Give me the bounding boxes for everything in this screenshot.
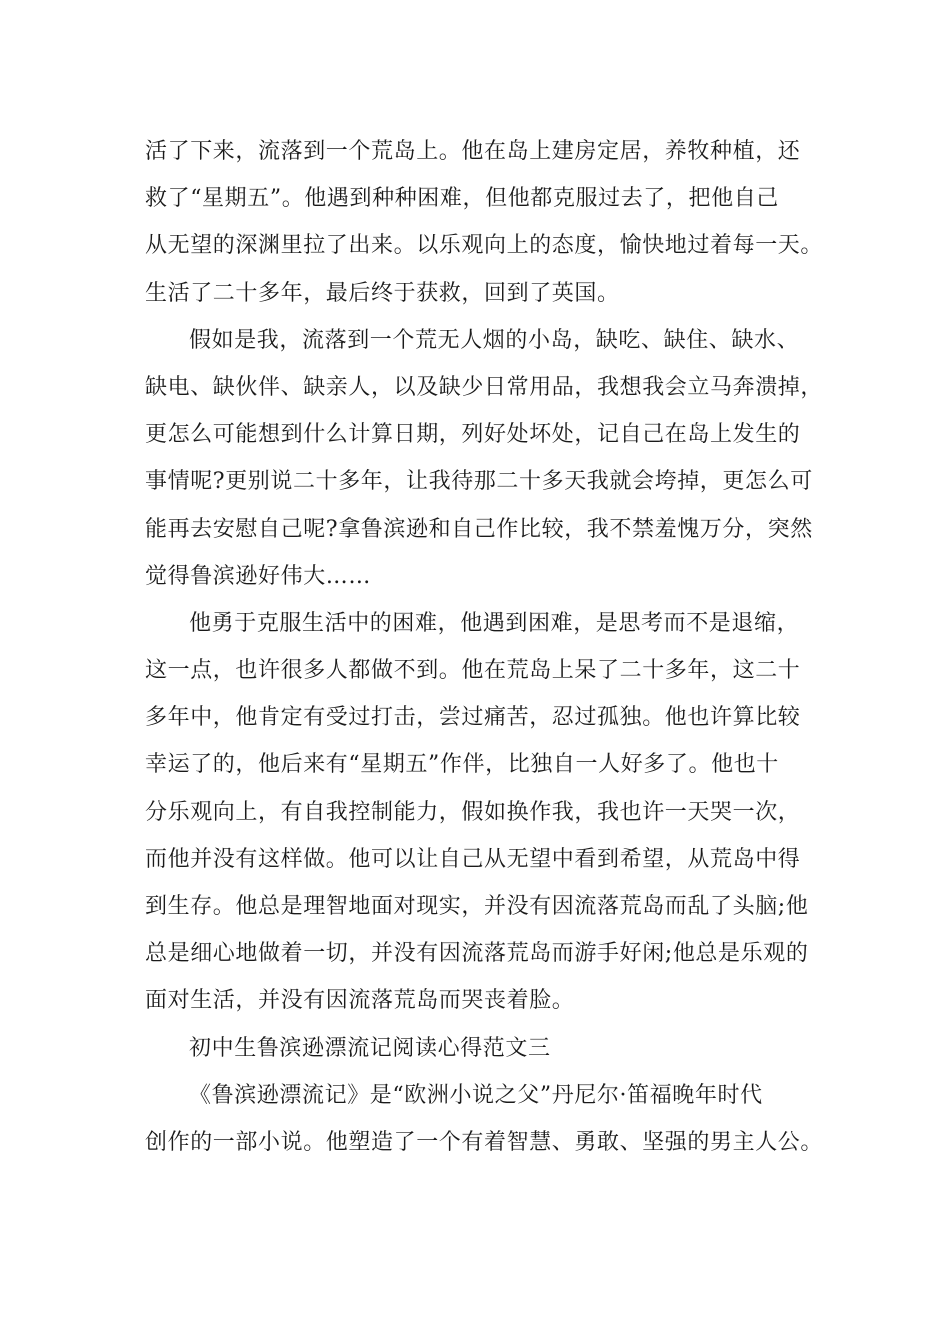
text-line: 到生存。他总是理智地面对现实，并没有因流落荒岛而乱了头脑;他 bbox=[145, 894, 809, 919]
paragraph-2 bbox=[145, 317, 825, 600]
text-line: 从无望的深渊里拉了出来。以乐观向上的态度，愉快地过着每一天。 bbox=[145, 233, 824, 259]
text-line: 活了下来，流落到一个荒岛上。他在岛上建房定居，养牧种植，还 bbox=[145, 139, 801, 164]
paragraph-3 bbox=[145, 600, 825, 1025]
section-heading bbox=[145, 1025, 825, 1072]
text-line: 假如是我，流落到一个荒无人烟的小岛，缺吃、缺住、缺水、 bbox=[189, 327, 800, 353]
text-line: 缺电、缺伙伴、缺亲人，以及缺少日常用品，我想我会立马奔溃掉， bbox=[145, 374, 824, 400]
text-line: 面对生活，并没有因流落荒岛而哭丧着脸。 bbox=[145, 988, 575, 1014]
text-line: 分乐观向上，有自我控制能力，假如换作我，我也许一天哭一次， bbox=[145, 799, 801, 825]
text-line: 幸运了的，他后来有“星期五”作伴，比独自一人好多了。他也十 bbox=[145, 752, 779, 778]
text-line: 多年中，他肯定有受过打击，尝过痛苦，忍过孤独。他也许算比较 bbox=[145, 705, 801, 731]
text-line: 更怎么可能想到什么计算日期，列好处坏处，记自己在岛上发生的 bbox=[145, 422, 801, 448]
text-line: 觉得鲁滨逊好伟大…… bbox=[145, 563, 372, 589]
text-line: 生活了二十多年，最后终于获救，回到了英国。 bbox=[145, 280, 620, 306]
text-line: 这一点，也许很多人都做不到。他在荒岛上呆了二十多年，这二十 bbox=[145, 658, 801, 684]
heading-line: 初中生鲁滨逊漂流记阅读心得范文三 bbox=[189, 1035, 551, 1061]
text-line: 救了“星期五”。他遇到种种困难，但他都克服过去了，把他自己 bbox=[145, 186, 779, 212]
text-line: 总是细心地做着一切，并没有因流落荒岛而游手好闲;他总是乐观的 bbox=[145, 941, 809, 967]
text-line: 创作的一部小说。他塑造了一个有着智慧、勇敢、坚强的男主人公。 bbox=[145, 1129, 824, 1155]
text-line: 而他并没有这样做。他可以让自己从无望中看到希望，从荒岛中得 bbox=[145, 846, 801, 872]
text-line: 事情呢?更别说二十多年，让我待那二十多天我就会垮掉，更怎么可 bbox=[145, 469, 813, 495]
document-body bbox=[145, 128, 825, 1166]
paragraph-4 bbox=[145, 1072, 825, 1166]
text-line: 他勇于克服生活中的困难，他遇到困难，是思考而不是退缩， bbox=[189, 610, 800, 636]
text-line: 能再去安慰自己呢?拿鲁滨逊和自己作比较，我不禁羞愧万分，突然 bbox=[145, 516, 813, 542]
paragraph-1 bbox=[145, 128, 825, 317]
text-line: 《鲁滨逊漂流记》是“欧洲小说之父”丹尼尔·笛福晚年时代 bbox=[189, 1082, 763, 1108]
